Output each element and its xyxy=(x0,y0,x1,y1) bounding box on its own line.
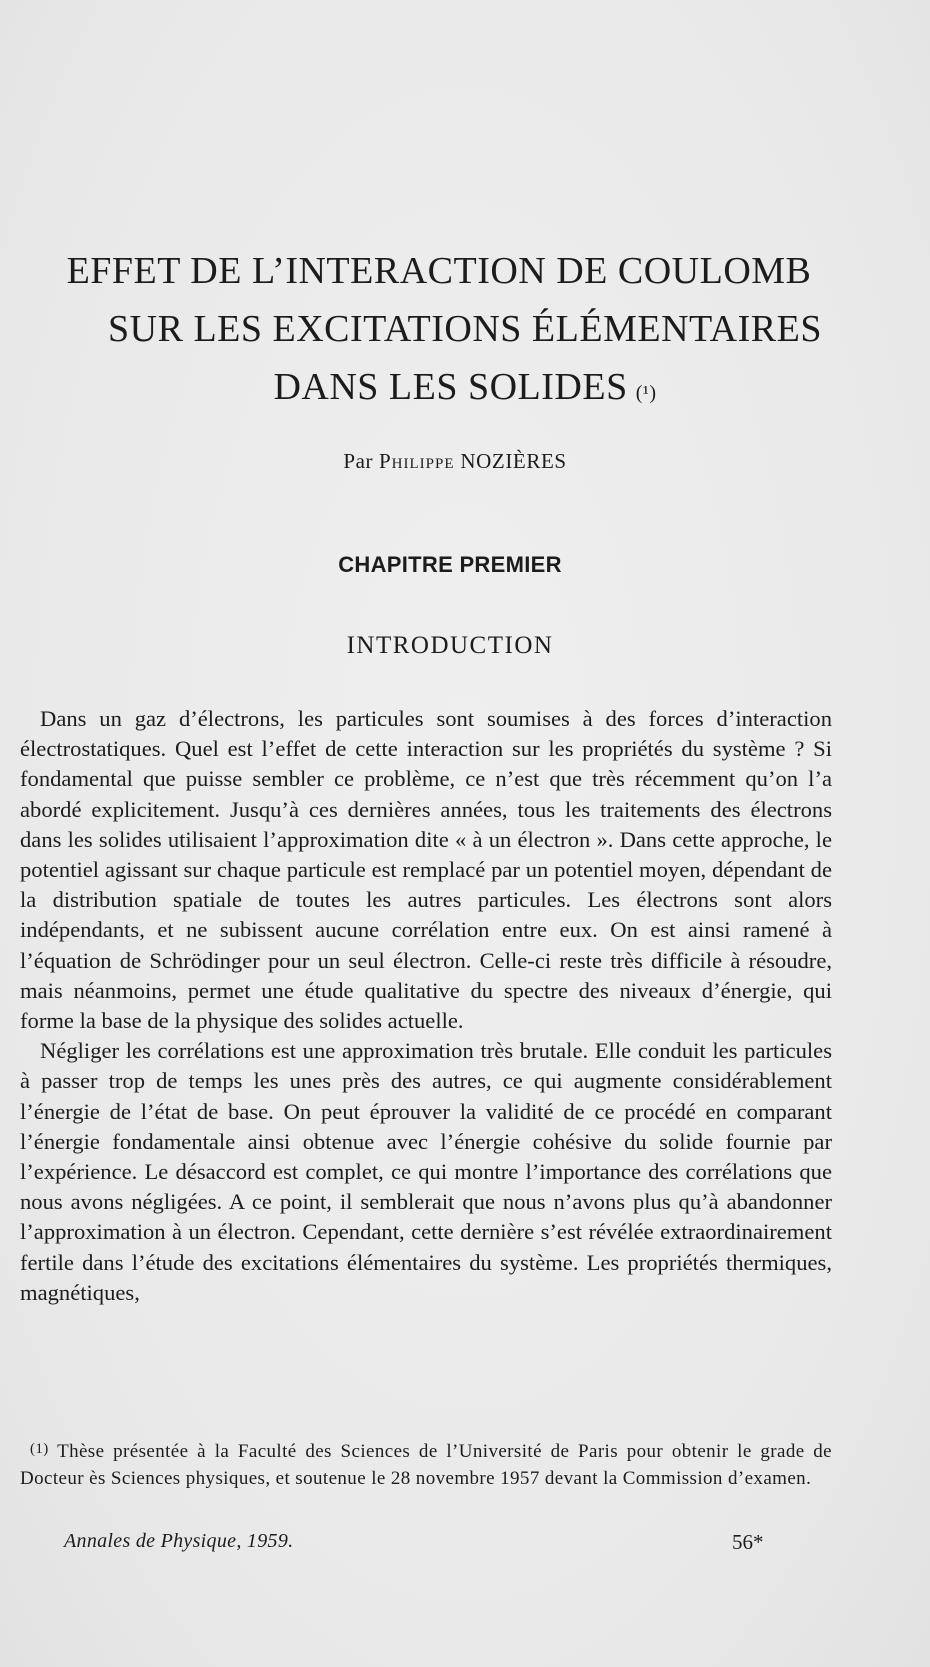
title-line-3 xyxy=(0,358,930,416)
paragraph-1: Dans un gaz d’électrons, les particules sont soumises à des forces d’interaction électrostatiques. Quel est l’effet de cette interaction sur les propriétés du système ? Si fondamental que puisse sembler ce problème, ce n’est que très récemment qu’on l’a abordé explicitement. Jusqu’à ces dernières années, tous les traitements des électrons dans les solides utilisaient l’approximation dite « à un électron ». Dans cette approche, le potentiel agissant sur chaque particule est remplacé par un potentiel moyen, dépendant de la distribution spatiale de toutes les autres particules. Les électrons sont alors indépendants, et ne subissent aucune corrélation entre eux. On est ainsi ramené à l’équation de Schrödinger pour un seul électron. Celle-ci reste très difficile à résoudre, mais néanmoins, permet une étude qualitative du spectre des niveaux d’énergie, qui forme la base de la physique des solides actuelle. xyxy=(20,706,832,1034)
title-line-2: SUR LES EXCITATIONS ÉLÉMENTAIRES xyxy=(108,308,822,350)
title-line-1: EFFET DE L’INTERACTION DE COULOMB xyxy=(66,250,812,292)
author-last-name: NOZIÈRES xyxy=(460,449,567,473)
author-prefix: Par xyxy=(343,449,374,473)
body-text xyxy=(20,704,832,1308)
page-number: 56* xyxy=(732,1530,764,1554)
author-first-name: Philippe xyxy=(378,449,455,473)
article-title xyxy=(0,242,930,416)
journal-running-foot: Annales de Physique, 1959. xyxy=(64,1530,294,1552)
title-footnote-ref[interactable]: (¹) xyxy=(635,382,657,404)
footnote xyxy=(20,1438,832,1492)
footnote-text: Thèse présentée à la Faculté des Sciences de l’Université de Paris pour obtenir le grade de Docteur ès Sciences physiques, et soutenue le 28 novembre 1957 devant la Commission d’examen. xyxy=(20,1441,832,1489)
chapter-heading: CHAPITRE PREMIER xyxy=(338,552,562,577)
author-line xyxy=(0,449,930,474)
paragraph-2: Négliger les corrélations est une approximation très brutale. Elle conduit les particules à passer trop de temps les unes près des autres, ce qui augmente considérablement l’énergie de l’état de base. On peut éprouver la validité de ce procédé en comparant l’énergie fondamentale ainsi obtenue avec l’énergie cohésive du solide fournie par l’expérience. Le désaccord est complet, ce qui montre l’importance des corrélations que nous avons négligées. A ce point, il semblerait que nous n’avons plus qu’à abandonner l’approximation à un électron. Cependant, cette dernière s’est révélée extraordinairement fertile dans l’étude des excitations élémentaires du système. Les propriétés thermiques, magnétiques, xyxy=(20,1038,832,1305)
footnote-mark: (1) xyxy=(30,1441,49,1457)
section-heading: INTRODUCTION xyxy=(346,632,554,659)
title-line-3-text: DANS LES SOLIDES xyxy=(273,366,628,408)
